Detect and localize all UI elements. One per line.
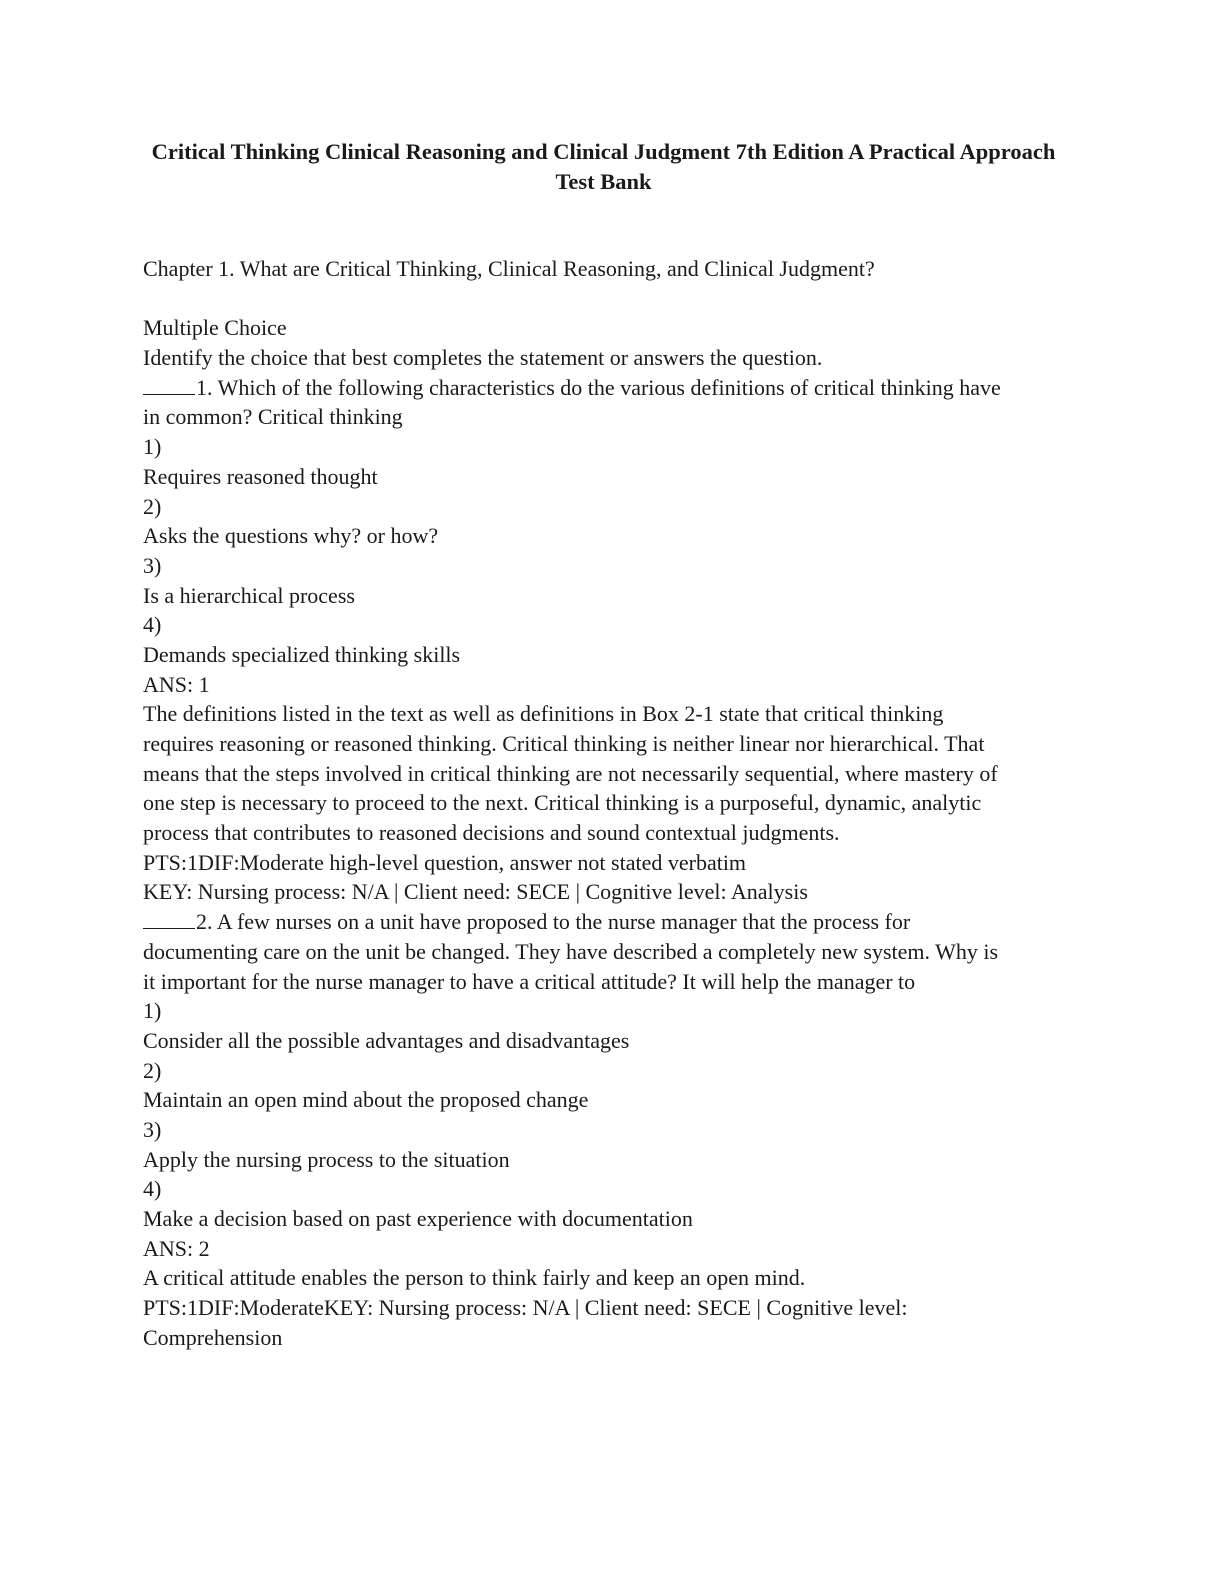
- question-stem-text: 1. Which of the following characteristics do the various definitions of critical thinking have: [196, 374, 1001, 400]
- rationale-line: one step is necessary to proceed to the next. Critical thinking is a purposeful, dynamic, analytic: [143, 790, 982, 816]
- instructions: Identify the choice that best completes the statement or answers the question.: [143, 345, 823, 371]
- chapter-heading: Chapter 1. What are Critical Thinking, Clinical Reasoning, and Clinical Judgment?: [143, 256, 875, 281]
- option-number: 1): [143, 434, 162, 460]
- option-number: 4): [143, 612, 162, 638]
- answer-blank: [143, 908, 195, 929]
- option-text: Apply the nursing process to the situation: [143, 1146, 510, 1172]
- option-text: Asks the questions why? or how?: [143, 523, 439, 549]
- spacer: [143, 284, 1083, 314]
- option-text: Requires reasoned thought: [143, 463, 378, 489]
- question-2: [143, 907, 1083, 1352]
- rationale-line: A critical attitude enables the person to think fairly and keep an open mind.: [143, 1265, 806, 1291]
- rationale-line: requires reasoning or reasoned thinking. Critical thinking is neither linear nor hierarchical. That: [143, 731, 985, 756]
- option-text: Is a hierarchical process: [143, 582, 355, 608]
- option-number: 3): [143, 1116, 162, 1142]
- document-title: Critical Thinking Clinical Reasoning and Clinical Judgment 7th Edition A Practical Approach Test Bank: [151, 139, 1056, 194]
- answer-key: ANS: 1: [143, 671, 210, 697]
- question-meta: PTS:1DIF:ModerateKEY: Nursing process: N/A | Client need: SECE | Cognitive level:: [143, 1295, 908, 1321]
- option-number: 4): [143, 1176, 162, 1202]
- rationale-line: The definitions listed in the text as well as definitions in Box 2-1 state that critical thinking: [143, 701, 944, 727]
- question-stem-text: 2. A few nurses on a unit have proposed to the nurse manager that the process for: [196, 909, 911, 935]
- option-text: Maintain an open mind about the proposed change: [143, 1087, 589, 1113]
- option-text: Consider all the possible advantages and disadvantages: [143, 1027, 630, 1053]
- document-body: [143, 254, 1083, 1352]
- question-1: [143, 373, 1083, 907]
- option-text: Make a decision based on past experience with documentation: [143, 1206, 693, 1231]
- section-heading: Multiple Choice: [143, 315, 287, 341]
- answer-blank: [143, 374, 195, 395]
- answer-key: ANS: 2: [143, 1235, 210, 1261]
- option-text: Demands specialized thinking skills: [143, 641, 461, 667]
- option-number: 2): [143, 493, 162, 519]
- question-stem-continued: it important for the nurse manager to have a critical attitude? It will help the manager to: [143, 968, 916, 994]
- question-meta: Comprehension: [143, 1324, 283, 1350]
- option-number: 2): [143, 1057, 162, 1083]
- question-stem-continued: in common? Critical thinking: [143, 404, 403, 430]
- option-number: 1): [143, 998, 162, 1024]
- rationale-line: process that contributes to reasoned decisions and sound contextual judgments.: [143, 820, 840, 846]
- option-number: 3): [143, 552, 162, 578]
- rationale-line: means that the steps involved in critical thinking are not necessarily sequential, where mastery of: [143, 760, 998, 786]
- question-meta: KEY: Nursing process: N/A | Client need: SECE | Cognitive level: Analysis: [143, 879, 808, 905]
- question-meta: PTS:1DIF:Moderate high-level question, answer not stated verbatim: [143, 849, 747, 875]
- question-stem: [143, 373, 1083, 403]
- question-stem-continued: documenting care on the unit be changed. They have described a completely new system. Why is: [143, 938, 999, 964]
- question-stem: [143, 907, 1083, 937]
